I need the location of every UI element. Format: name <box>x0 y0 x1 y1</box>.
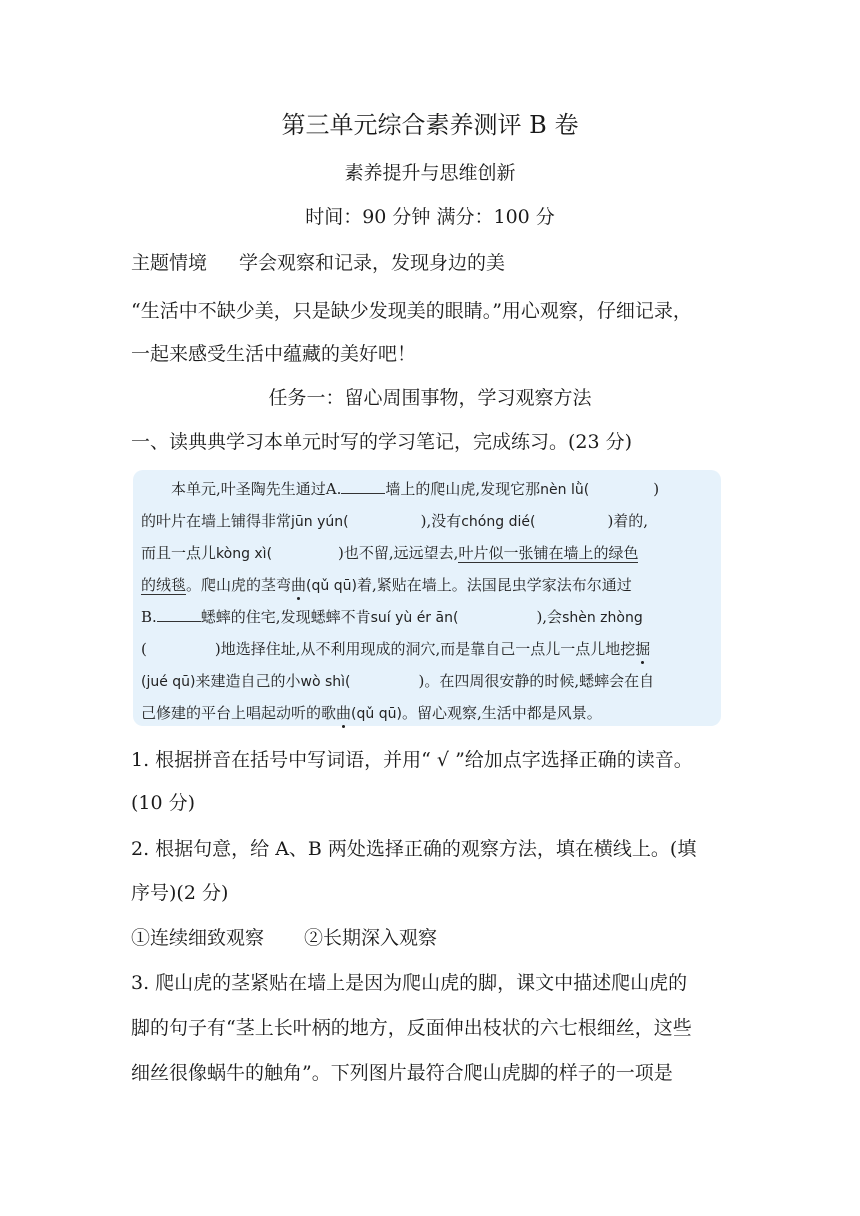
intro-line-1: “生活中不缺少美，只是缺少发现美的眼睛。”用心观察，仔细记录， <box>131 300 692 322</box>
option-1: ①连续细致观察 <box>131 927 265 949</box>
question-3-line-3: 细丝很像蜗牛的触角”。下列图片最符合爬山虎脚的样子的一项是 <box>131 1062 673 1084</box>
exam-meta: 时间：90 分钟 满分：100 分 <box>305 206 555 228</box>
page-title: 第三单元综合素养测评 B 卷 <box>281 111 579 139</box>
question-3-line-1: 3. 爬山虎的茎紧贴在墙上是因为爬山虎的脚，课文中描述爬山虎的 <box>131 972 688 994</box>
notes-line-2: 的叶片在墙上铺得非常jūn yún( ),没有chóng dié( )着的, <box>141 512 649 530</box>
notes-line-8: 己修建的平台上唱起动听的歌曲(qǔ qū)。留心观察,生活中都是风景。 <box>141 704 602 722</box>
option-2: ②长期深入观察 <box>304 927 438 949</box>
theme-text: 学会观察和记录，发现身边的美 <box>239 252 506 274</box>
blank-b[interactable] <box>157 621 201 622</box>
notes-line-4: 的绒毯。爬山虎的茎弯曲(qǔ qū)着,紧贴在墙上。法国昆虫学家法布尔通过 <box>141 576 632 594</box>
options-line <box>131 925 732 951</box>
question-2-line-1: 2. 根据句意，给 A、B 两处选择正确的观察方法，填在横线上。(填 <box>131 838 697 860</box>
blank-a[interactable] <box>341 493 385 494</box>
notes-line-7: (jué qū)来建造自己的小wò shì( )。在四周很安静的时候,蟋蟀会在自 <box>141 672 655 690</box>
theme-line <box>131 250 732 276</box>
question-3-line-2: 脚的句子有“茎上长叶柄的地方，反面伸出枝状的六七根细丝，这些 <box>131 1017 692 1039</box>
page-subtitle: 素养提升与思维创新 <box>344 162 516 184</box>
intro-line-2: 一起来感受生活中蕴藏的美好吧！ <box>131 343 417 365</box>
notes-line-1: 本单元,叶圣陶先生通过A. 墙上的爬山虎,发现它那nèn lǜ( ) <box>171 480 660 498</box>
theme-label: 主题情境 <box>131 252 208 274</box>
question-2-line-2: 序号)(2 分) <box>131 882 229 904</box>
notes-line-6: ( )地选择住址,从不利用现成的洞穴,而是靠自己一点儿一点儿地挖掘 <box>141 640 651 658</box>
question-1-line-1: 1. 根据拼音在括号中写词语，并用“ √ ”给加点字选择正确的读音。 <box>131 749 693 771</box>
study-notes-box <box>133 470 721 726</box>
section-heading: 一、读典典学习本单元时写的学习笔记，完成练习。(23 分) <box>131 431 633 453</box>
task-heading: 任务一：留心周围事物，学习观察方法 <box>268 387 592 409</box>
question-1-line-2: (10 分) <box>131 792 196 814</box>
notes-line-5: B. 蟋蟀的住宅,发现蟋蟀不肯suí yù ér ān( ),会shèn zhòng <box>141 608 643 626</box>
notes-line-3: 而且一点儿kòng xì( )也不留,远远望去,叶片似一张铺在墙上的绿色 <box>141 544 639 562</box>
